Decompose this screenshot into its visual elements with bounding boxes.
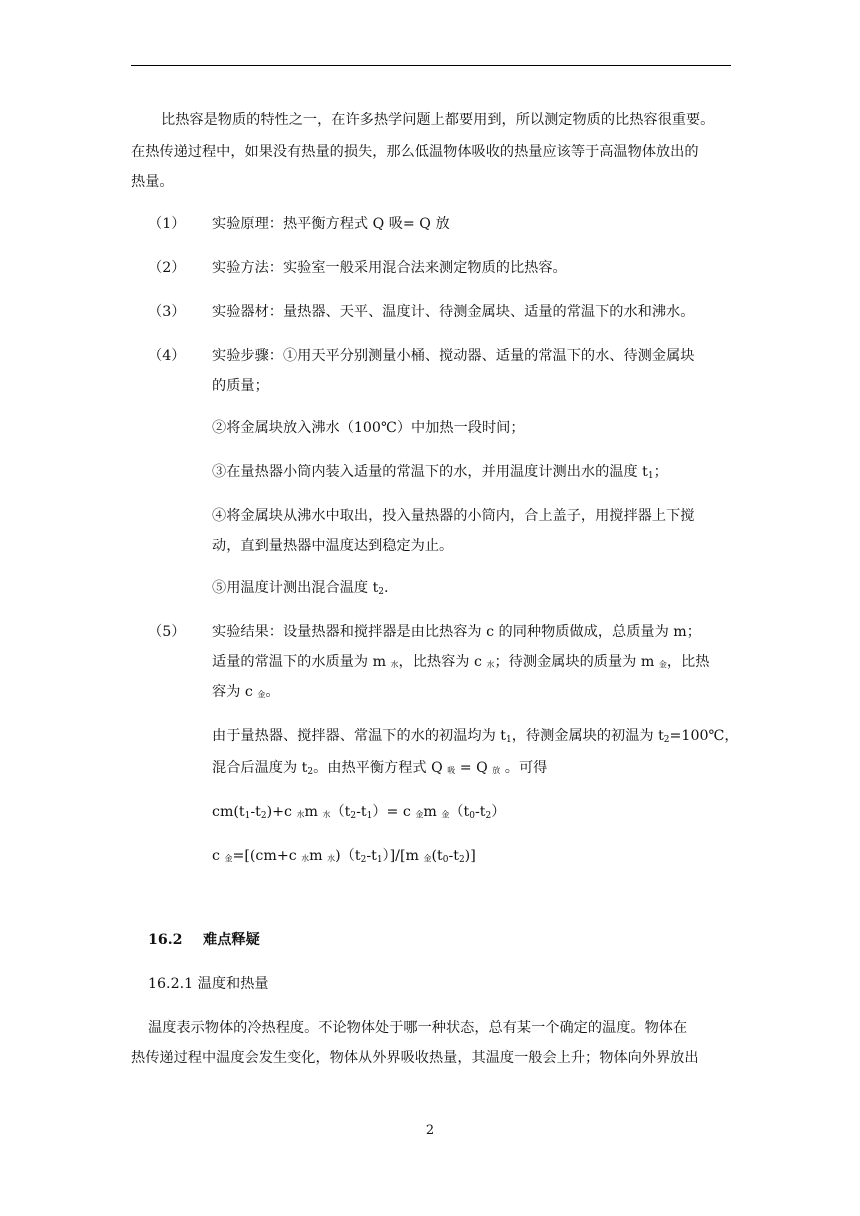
intro-line-3: 热量。: [131, 174, 174, 190]
step-4-line-2: 动，直到量热器中温度达到稳定为止。: [212, 538, 454, 554]
item-4-text-line-1: 实验步骤：①用天平分别测量小桶、搅动器、适量的常温下的水、待测金属块: [212, 348, 695, 364]
eq2-token: (t: [431, 848, 443, 864]
item-5-text-line-3: 容为 c 金。: [212, 684, 280, 700]
eq1-token: ）: [491, 804, 506, 820]
eq2-token: )]: [464, 848, 476, 864]
eq1-token: 2: [485, 811, 492, 821]
item-3-number: （3）: [148, 304, 186, 320]
eq1-token: 2: [260, 811, 267, 821]
item-5-text-line-1: 实验结果：设量热器和搅拌器是由比热容为 c 的同种物质做成，总质量为 m；: [212, 624, 701, 640]
item-1-number: （1）: [148, 216, 186, 232]
eq1-token: 水: [296, 810, 305, 819]
item-4-text-line-2: 的质量；: [212, 378, 269, 394]
section-title: 难点释疑: [203, 932, 260, 948]
item-1-text: 实验原理：热平衡方程式 Q 吸= Q 放: [212, 216, 450, 232]
eq2-token: 金: [423, 854, 432, 863]
eq1-token: -t: [474, 804, 486, 820]
derivation-line-1: 由于量热器、搅拌器、常温下的水的初温均为 $t_1$，待测金属块的初温为 $t_2=100℃$，: [212, 728, 739, 745]
intro-line-1: 比热容是物质的特性之一，在许多热学问题上都要用到，所以测定物质的比热容很重要。: [161, 112, 715, 128]
body-line-1: 温度表示物体的冷热程度。不论物体处于哪一种状态，总有某一个确定的温度。物体在: [148, 1020, 688, 1036]
eq1-token: 水: [322, 810, 331, 819]
item-4-number: （4）: [148, 348, 186, 364]
page-number: 2: [425, 1123, 435, 1138]
eq2-token: 水: [327, 854, 336, 863]
body-line-2: 热传递过程中温度会发生变化，物体从外界吸收热量，其温度一般会上升；物体向外界放出: [131, 1050, 699, 1066]
step-4-line-1: ④将金属块从沸水中取出，投入量热器的小筒内，合上盖子，用搅拌器上下搅: [212, 508, 695, 524]
step-2: ②将金属块放入沸水（100℃）中加热一段时间；: [212, 420, 525, 436]
eq1-token: 0: [469, 811, 475, 821]
eq1-token: 金: [441, 810, 450, 819]
eq1-token: （t: [330, 804, 351, 820]
eq2-token: 金: [224, 854, 233, 863]
eq2-token: 0: [442, 855, 449, 865]
item-2-text: 实验方法：实验室一般采用混合法来测定物质的比热容。: [212, 260, 567, 276]
eq1-token: m: [423, 804, 442, 820]
eq1-token: （t: [449, 804, 470, 820]
eq1-token: 1: [366, 811, 373, 821]
eq2-token: -t: [366, 848, 377, 864]
subsection-heading: 16.2.1 温度和热量: [148, 976, 269, 992]
eq2-token: -t: [448, 848, 459, 864]
equation-2: [212, 846, 476, 866]
eq1-token: 金: [415, 810, 424, 819]
item-3-text: 实验器材：量热器、天平、温度计、待测金属块、适量的常温下的水和沸水。: [212, 304, 695, 320]
item-5-number: （5）: [148, 624, 186, 640]
step-5: ⑤用温度计测出混合温度 $t_2$.: [212, 580, 389, 597]
item-5-text-line-2: 适量的常温下的水质量为 m 水，比热容为 c 水；待测金属块的质量为 m 金，比热: [212, 654, 710, 670]
eq1-token: -t: [356, 804, 367, 820]
eq1-token: m: [304, 804, 323, 820]
item-2-number: （2）: [148, 260, 186, 276]
eq2-token: c: [212, 848, 225, 864]
eq2-token: =[(cm+c: [232, 848, 302, 864]
eq1-token: -t: [250, 804, 261, 820]
eq2-token: 2: [458, 855, 465, 865]
eq1-token: 1: [244, 811, 251, 821]
eq2-token: 1: [376, 855, 383, 865]
eq2-token: ）]/[m: [382, 848, 424, 864]
eq2-token: 水: [301, 854, 310, 863]
eq2-token: )（t: [335, 848, 361, 864]
eq2-token: 2: [360, 855, 367, 865]
eq1-token: cm(t: [212, 804, 245, 820]
derivation-line-2: 混合后温度为 $t_2$。由热平衡方程式 Q 吸 = Q 放 。可得: [212, 760, 548, 777]
step-3: ③在量热器小筒内装入适量的常温下的水，并用温度计测出水的温度 $t_1$；: [212, 464, 668, 481]
header-rule: [131, 65, 731, 66]
intro-line-2: 在热传递过程中，如果没有热量的损失，那么低温物体吸收的热量应该等于高温物体放出的: [131, 144, 699, 160]
eq2-token: m: [309, 848, 328, 864]
eq1-token: 2: [350, 811, 357, 821]
equation-1: [212, 802, 505, 822]
section-number: 16.2: [148, 932, 183, 948]
eq1-token: )+c: [266, 804, 297, 820]
eq1-token: ）= c: [372, 804, 416, 820]
